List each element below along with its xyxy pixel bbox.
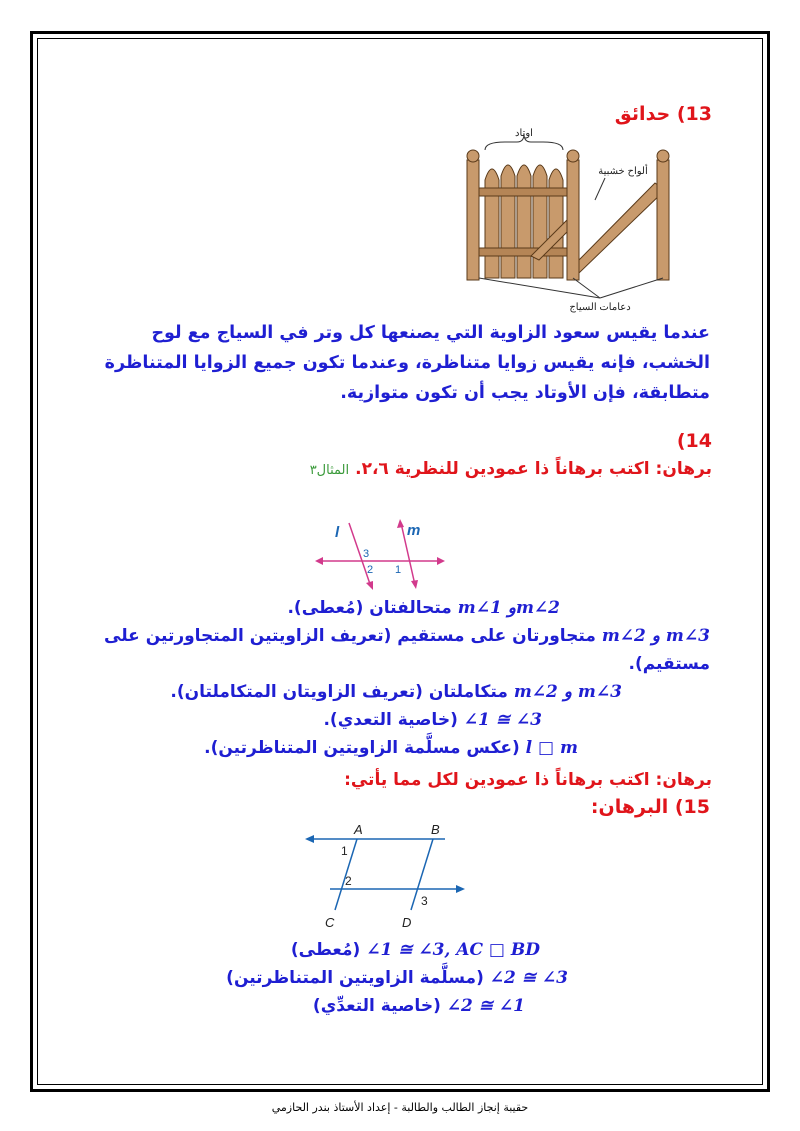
stakes-label: أوتاد [515, 128, 533, 139]
angle-2-label: 2 [345, 874, 352, 888]
q14-step-3: m∠2 و m∠3 متكاملتان (تعريف الزاويتان المتكاملتان). [170, 682, 622, 702]
angle-3-label: 3 [363, 548, 370, 560]
q15-heading: برهان: اكتب برهاناً ذا عمودين لكل مما يأتي: [344, 770, 712, 790]
line-m-label: m [407, 522, 421, 539]
vertex-c: C [325, 915, 335, 930]
angle-1-label: 1 [395, 564, 402, 576]
q13-title: 13) حدائق [614, 103, 712, 125]
q15-step-3: ∠2 ≅ ∠1 (خاصية التعدِّي) [312, 996, 525, 1016]
angle-1-label: 1 [341, 844, 348, 858]
angle-2-label: 2 [367, 564, 374, 576]
q14-task-text: برهان: اكتب برهاناً ذا عمودين للنظرية ٢،٦. [355, 459, 712, 479]
q14-number: (14 [676, 430, 712, 452]
vertex-d: D [402, 915, 412, 930]
example-reference: المثال٣ [309, 463, 350, 478]
line-l-label: l [335, 524, 340, 541]
parallelogram-figure [305, 825, 470, 930]
q15-step-1: ∠1 ≅ ∠3, AC □ BD (مُعطى) [290, 940, 540, 960]
q13-paragraph: عندما يقيس سعود الزاوية التي يصنعها كل وتر في السياج مع لوح الخشب، فإنه يقيس زوايا متناظرة، وعندما تكون جميع الزوايا المتناظرة متطابقة، فإن الأوتاد يجب أن تكون متوازية. [104, 323, 710, 403]
vertex-b: B [431, 825, 440, 837]
page-footer: حقيبة إنجاز الطالب والطالبة - إعداد الأستاذ بندر الحازمي [271, 1101, 529, 1114]
vertex-a: A [354, 825, 363, 837]
q14-step-2-cont: مستقيم). [628, 654, 710, 674]
parallel-lines-figure [315, 515, 445, 590]
q14-step-5: l □ m (عكس مسلَّمة الزاويتين المتناظرتين). [204, 738, 578, 758]
fence-figure [455, 128, 695, 314]
q15-step-2: ∠2 ≅ ∠3 (مسلَّمة الزاويتين المتناظرتين) [226, 968, 568, 988]
angle-3-label: 3 [421, 894, 428, 908]
supports-label: دعامات السياج [569, 302, 631, 313]
q14-task [310, 459, 712, 479]
q14-step-1: m∠1 وm∠2 متحالفتان (مُعطى). [287, 598, 560, 618]
boards-label: ألواح خشبية [598, 166, 648, 177]
q14-step-2: m∠2 و m∠3 متجاورتان على مستقيم (تعريف الزاويتين المتجاورتين على [104, 626, 710, 646]
q14-step-4: ∠1 ≅ ∠3 (خاصية التعدي). [323, 710, 542, 730]
q15-title: 15) البرهان: [590, 796, 710, 818]
